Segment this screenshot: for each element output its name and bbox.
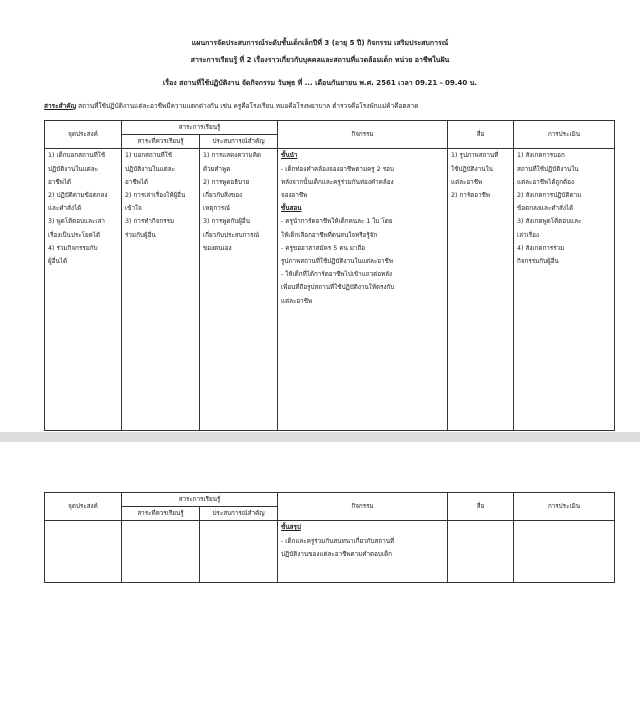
plan-title: แผนการจัดประสบการณ์ระดับชั้นเด็กเล็กปีที่ 3 (อายุ 5 ปี) กิจกรรม เสริมประสบการณ์ xyxy=(191,39,449,47)
cell-activities xyxy=(278,521,448,583)
document-page-2 xyxy=(0,442,640,710)
step-intro-heading: ขั้นนำ xyxy=(281,152,298,160)
cell-assessment: 1) สังเกตการบอก สถานที่ใช้ปฏิบัติงานใน แต่ละอาชีพได้ถูกต้อง 2) สังเกตการปฏิบัติตาม ข้อตกลงและคำสั่งได้ 3) สังเกตพูดโต้ตอบและ เล่าเรื่อง 4) สังเกตการร่วม กิจกรรมกับผู้อื่น xyxy=(514,149,615,431)
header-assessment: การประเมิน xyxy=(514,121,615,149)
header-learning: สาระการเรียนรู้ xyxy=(122,493,278,507)
header-media: สื่อ xyxy=(448,493,514,521)
essence-label: สาระสำคัญ xyxy=(44,102,77,110)
header-media: สื่อ xyxy=(448,121,514,149)
cell-learning-content xyxy=(122,521,200,583)
cell-objectives xyxy=(45,521,122,583)
plan-table-page-2 xyxy=(44,492,615,583)
header-objectives: จุดประสงค์ xyxy=(45,493,122,521)
cell-media xyxy=(448,521,514,583)
plan-table-page-1 xyxy=(44,120,615,431)
cell-media: 1) รูปภาพสถานที่ ใช้ปฏิบัติงานใน แต่ละอาชีพ 2) การ์ดอาชีพ xyxy=(448,149,514,431)
cell-learning-content: 1) บอกสถานที่ใช้ ปฏิบัติงานในแต่ละ อาชีพได้ 2) การเล่าเรื่องให้ผู้อื่น เข้าใจ 3) การทำกิจกรรม ร่วมกับผู้อื่น xyxy=(122,149,200,431)
plan-subtitle: สาระการเรียนรู้ ที่ 2 เรื่องราวเกี่ยวกับบุคคลและสถานที่แวดล้อมเด็ก หน่วย อาชีพในฝัน xyxy=(190,56,450,64)
plan-topic: เรื่อง สถานที่ใช้ปฏิบัติงาน จัดกิจกรรม วันพุธ ที่ ... เดือนกันยายน พ.ศ. 2561 เวลา 09.21 - 09.40 น. xyxy=(162,79,478,87)
cell-objectives: 1) เด็กบอกสถานที่ใช้ ปฏิบัติงานในแต่ละ อาชีพได้ 2) ปฏิบัติตามข้อตกลง และคำสั่งได้ 3) พูดโต้ตอบและเล่า เรื่องเป็นประโยคได้ 4) ร่วมกิจกรรมกับ ผู้อื่นได้ xyxy=(45,149,122,431)
header-objectives: จุดประสงค์ xyxy=(45,121,122,149)
step-teach-heading: ขั้นสอน xyxy=(281,205,302,213)
header-learning-experience: ประสบการณ์สำคัญ xyxy=(200,135,278,149)
step-intro-text: - เด็กท่องคำคล้องจองอาชีพตามครู 2 รอบ หลังจากนั้นเด็กและครูร่วมกันท่องคำคล้อง จองอาชีพ xyxy=(281,165,394,200)
header-learning-content: สาระที่ควรเรียนรู้ xyxy=(122,507,200,521)
cell-learning-experience xyxy=(200,521,278,583)
header-activities: กิจกรรม xyxy=(278,121,448,149)
step-summary-text: - เด็กและครูร่วมกันสนทนาเกี่ยวกับสถานที่ ปฏิบัติงานของแต่ละอาชีพตามคำตอบเด็ก xyxy=(281,537,395,558)
header-learning: สาระการเรียนรู้ xyxy=(122,121,278,135)
cell-assessment xyxy=(514,521,615,583)
header-assessment: การประเมิน xyxy=(514,493,615,521)
cell-learning-experience: 1) การแสดงความคิด ด้วยคำพูด 2) การพูดอธิบาย เกี่ยวกับสิ่งของ เหตุการณ์ 3) การพูดกับผู้อื่น เกี่ยวกับประสบการณ์ ของตนเอง xyxy=(200,149,278,431)
header-learning-content: สาระที่ควรเรียนรู้ xyxy=(122,135,200,149)
essence-text: สถานที่ใช้ปฏิบัติงานแต่ละอาชีพมีความแตกต่างกัน เช่น ครูคือโรงเรียน หมอคือโรงพยาบาล ตำรวจคือโรงพักแม่ค้าคือตลาด xyxy=(76,102,419,110)
header-learning-experience: ประสบการณ์สำคัญ xyxy=(200,507,278,521)
step-teach-text: - ครูนำการ์ดอาชีพให้เด็กคนละ 1 ใบ โดย ให้เด็กเลือกอาชีพที่ตนสนใจหรือรู้จัก - ครูขออาสาสมัคร 5 คน มาถือ รูปภาพสถานที่ใช้ปฏิบัติงานในแต่ละอาชีพ - ให้เด็กที่ได้การ์ดอาชีพไปเข้าแถวต่อหลัง เพื่อนที่ถือรูปสถานที่ใช้ปฏิบัติงานให้ตรงกับ แต่ละอาชีพ xyxy=(281,218,395,305)
cell-activities xyxy=(278,149,448,431)
essence-line xyxy=(44,101,614,111)
header-activities: กิจกรรม xyxy=(278,493,448,521)
step-summary-heading: ขั้นสรุป xyxy=(281,524,301,532)
